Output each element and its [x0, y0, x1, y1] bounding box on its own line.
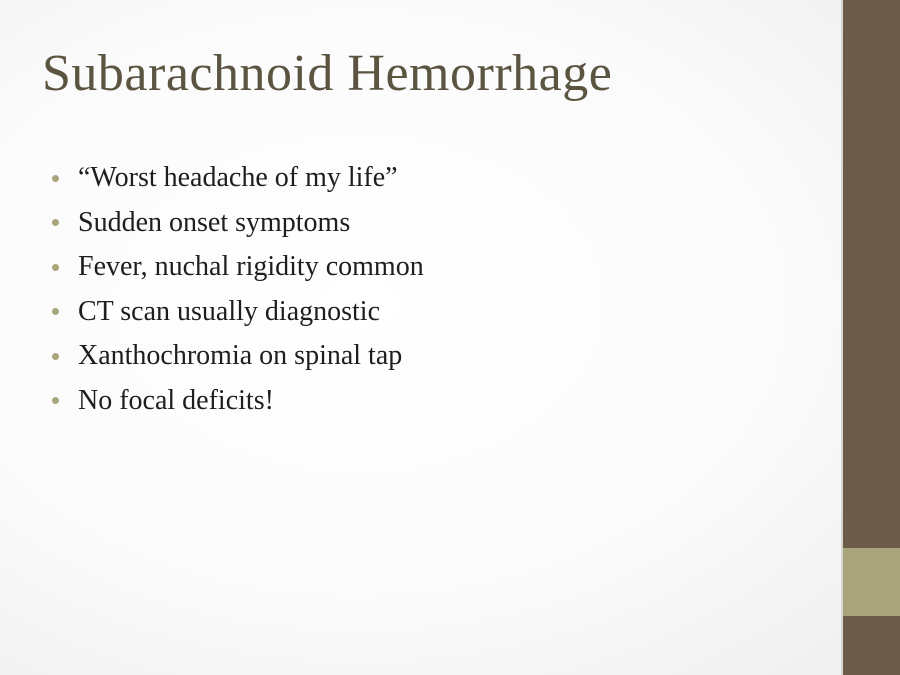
- bullet-item: [52, 290, 424, 335]
- bullet-item: [52, 201, 424, 246]
- bullet-dot-icon: [52, 264, 59, 271]
- bullet-dot-icon: [52, 353, 59, 360]
- bullet-dot-icon: [52, 219, 59, 226]
- bullet-item: [52, 334, 424, 379]
- bullet-list: [52, 156, 424, 423]
- bullet-dot-icon: [52, 397, 59, 404]
- bullet-text: Xanthochromia on spinal tap: [78, 340, 403, 372]
- bullet-text: No focal deficits!: [78, 384, 274, 416]
- bullet-item: [52, 245, 424, 290]
- bullet-dot-icon: [52, 308, 59, 315]
- bullet-text: “Worst headache of my life”: [78, 162, 398, 194]
- bullet-item: [52, 379, 424, 424]
- slide-title: Subarachnoid Hemorrhage: [42, 45, 613, 102]
- bullet-text: Sudden onset symptoms: [78, 206, 351, 238]
- bullet-dot-icon: [52, 175, 59, 182]
- bullet-text: CT scan usually diagnostic: [78, 295, 380, 327]
- side-decoration-accent: [843, 548, 900, 616]
- bullet-text: Fever, nuchal rigidity common: [78, 251, 424, 283]
- bullet-item: [52, 156, 424, 201]
